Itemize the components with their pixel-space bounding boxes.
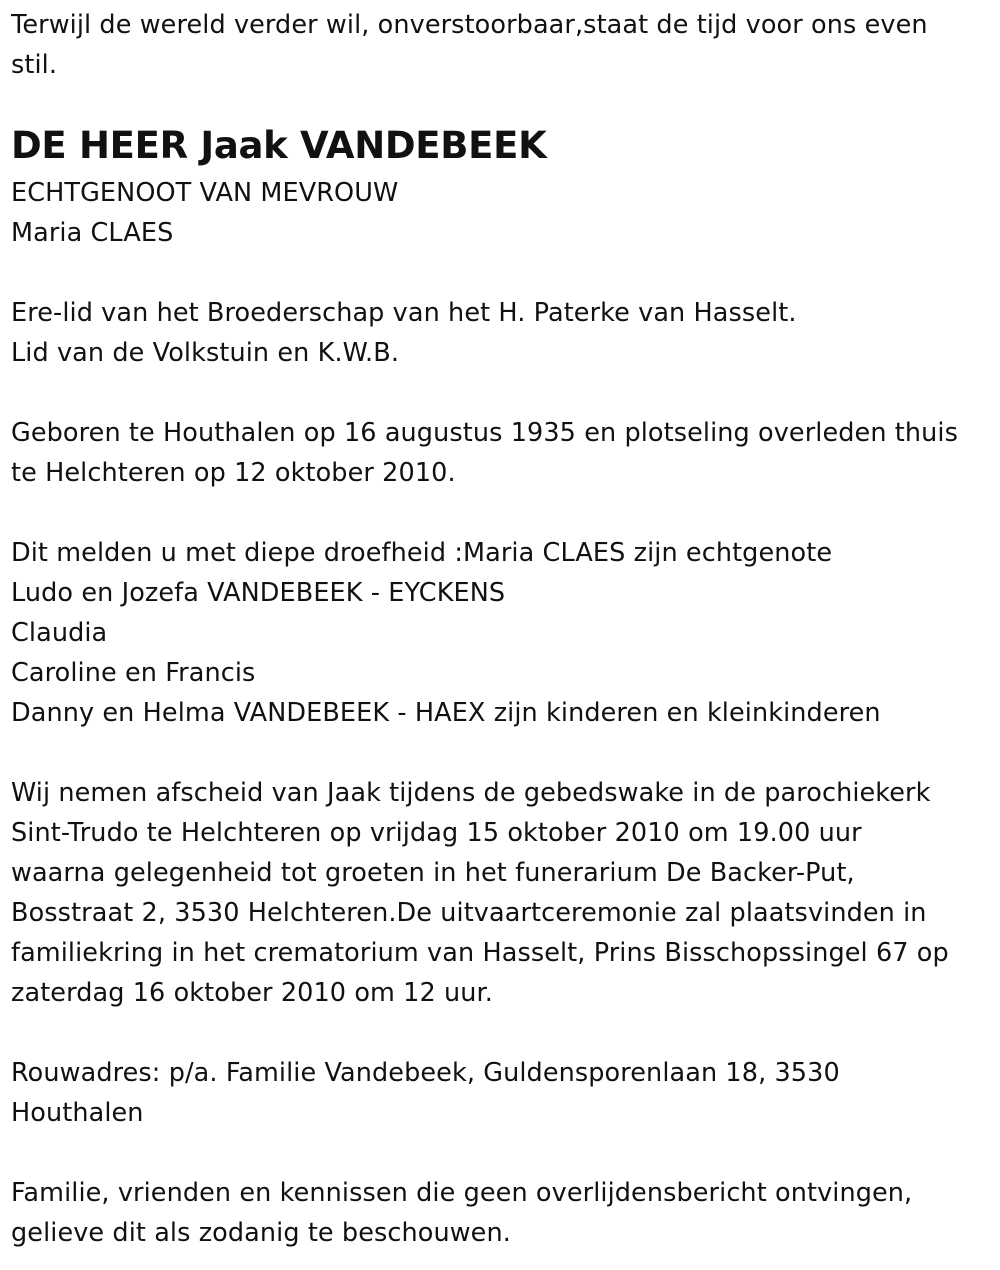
family-line: Claudia [11, 618, 108, 648]
family-section [11, 533, 881, 733]
address-line: Rouwadres: p/a. Familie Vandebeek, Guldensporenlaan 18, 3530 [11, 1058, 840, 1088]
closing-note-line: Familie, vrienden en kennissen die geen overlijdensbericht ontvingen, [11, 1178, 913, 1208]
deceased-name: DE HEER Jaak VANDEBEEK [11, 124, 547, 167]
mourning-address-section [11, 1053, 840, 1133]
family-line: Dit melden u met diepe droefheid :Maria CLAES zijn echtgenote [11, 538, 833, 568]
spouse-line: Maria CLAES [11, 218, 174, 248]
farewell-section [11, 773, 949, 1013]
spouse-section [11, 173, 398, 253]
birth-death-line: te Helchteren op 12 oktober 2010. [11, 458, 456, 488]
farewell-line: Sint-Trudo te Helchteren op vrijdag 15 oktober 2010 om 19.00 uur [11, 818, 862, 848]
birth-death-line: Geboren te Houthalen op 16 augustus 1935 en plotseling overleden thuis [11, 418, 958, 448]
closing-note-line: gelieve dit als zodanig te beschouwen. [11, 1218, 511, 1248]
membership-line: Lid van de Volkstuin en K.W.B. [11, 338, 400, 368]
family-line: Ludo en Jozefa VANDEBEEK - EYCKENS [11, 578, 506, 608]
spouse-line: ECHTGENOOT VAN MEVROUW [11, 178, 399, 208]
farewell-line: zaterdag 16 oktober 2010 om 12 uur. [11, 978, 493, 1008]
intro-line: Terwijl de wereld verder wil, onverstoorbaar,staat de tijd voor ons even [11, 10, 928, 40]
family-line: Danny en Helma VANDEBEEK - HAEX zijn kinderen en kleinkinderen [11, 698, 881, 728]
intro-quote [11, 5, 928, 85]
farewell-line: familiekring in het crematorium van Hasselt, Prins Bisschopssingel 67 op [11, 938, 949, 968]
family-line: Caroline en Francis [11, 658, 256, 688]
intro-line: stil. [11, 50, 58, 80]
farewell-line: waarna gelegenheid tot groeten in het funerarium De Backer-Put, [11, 858, 855, 888]
address-line: Houthalen [11, 1098, 144, 1128]
membership-line: Ere-lid van het Broederschap van het H. Paterke van Hasselt. [11, 298, 797, 328]
farewell-line: Wij nemen afscheid van Jaak tijdens de gebedswake in de parochiekerk [11, 778, 931, 808]
birth-death-section [11, 413, 958, 493]
farewell-line: Bosstraat 2, 3530 Helchteren.De uitvaartceremonie zal plaatsvinden in [11, 898, 927, 928]
closing-note-section [11, 1173, 912, 1253]
memberships-section [11, 293, 797, 373]
